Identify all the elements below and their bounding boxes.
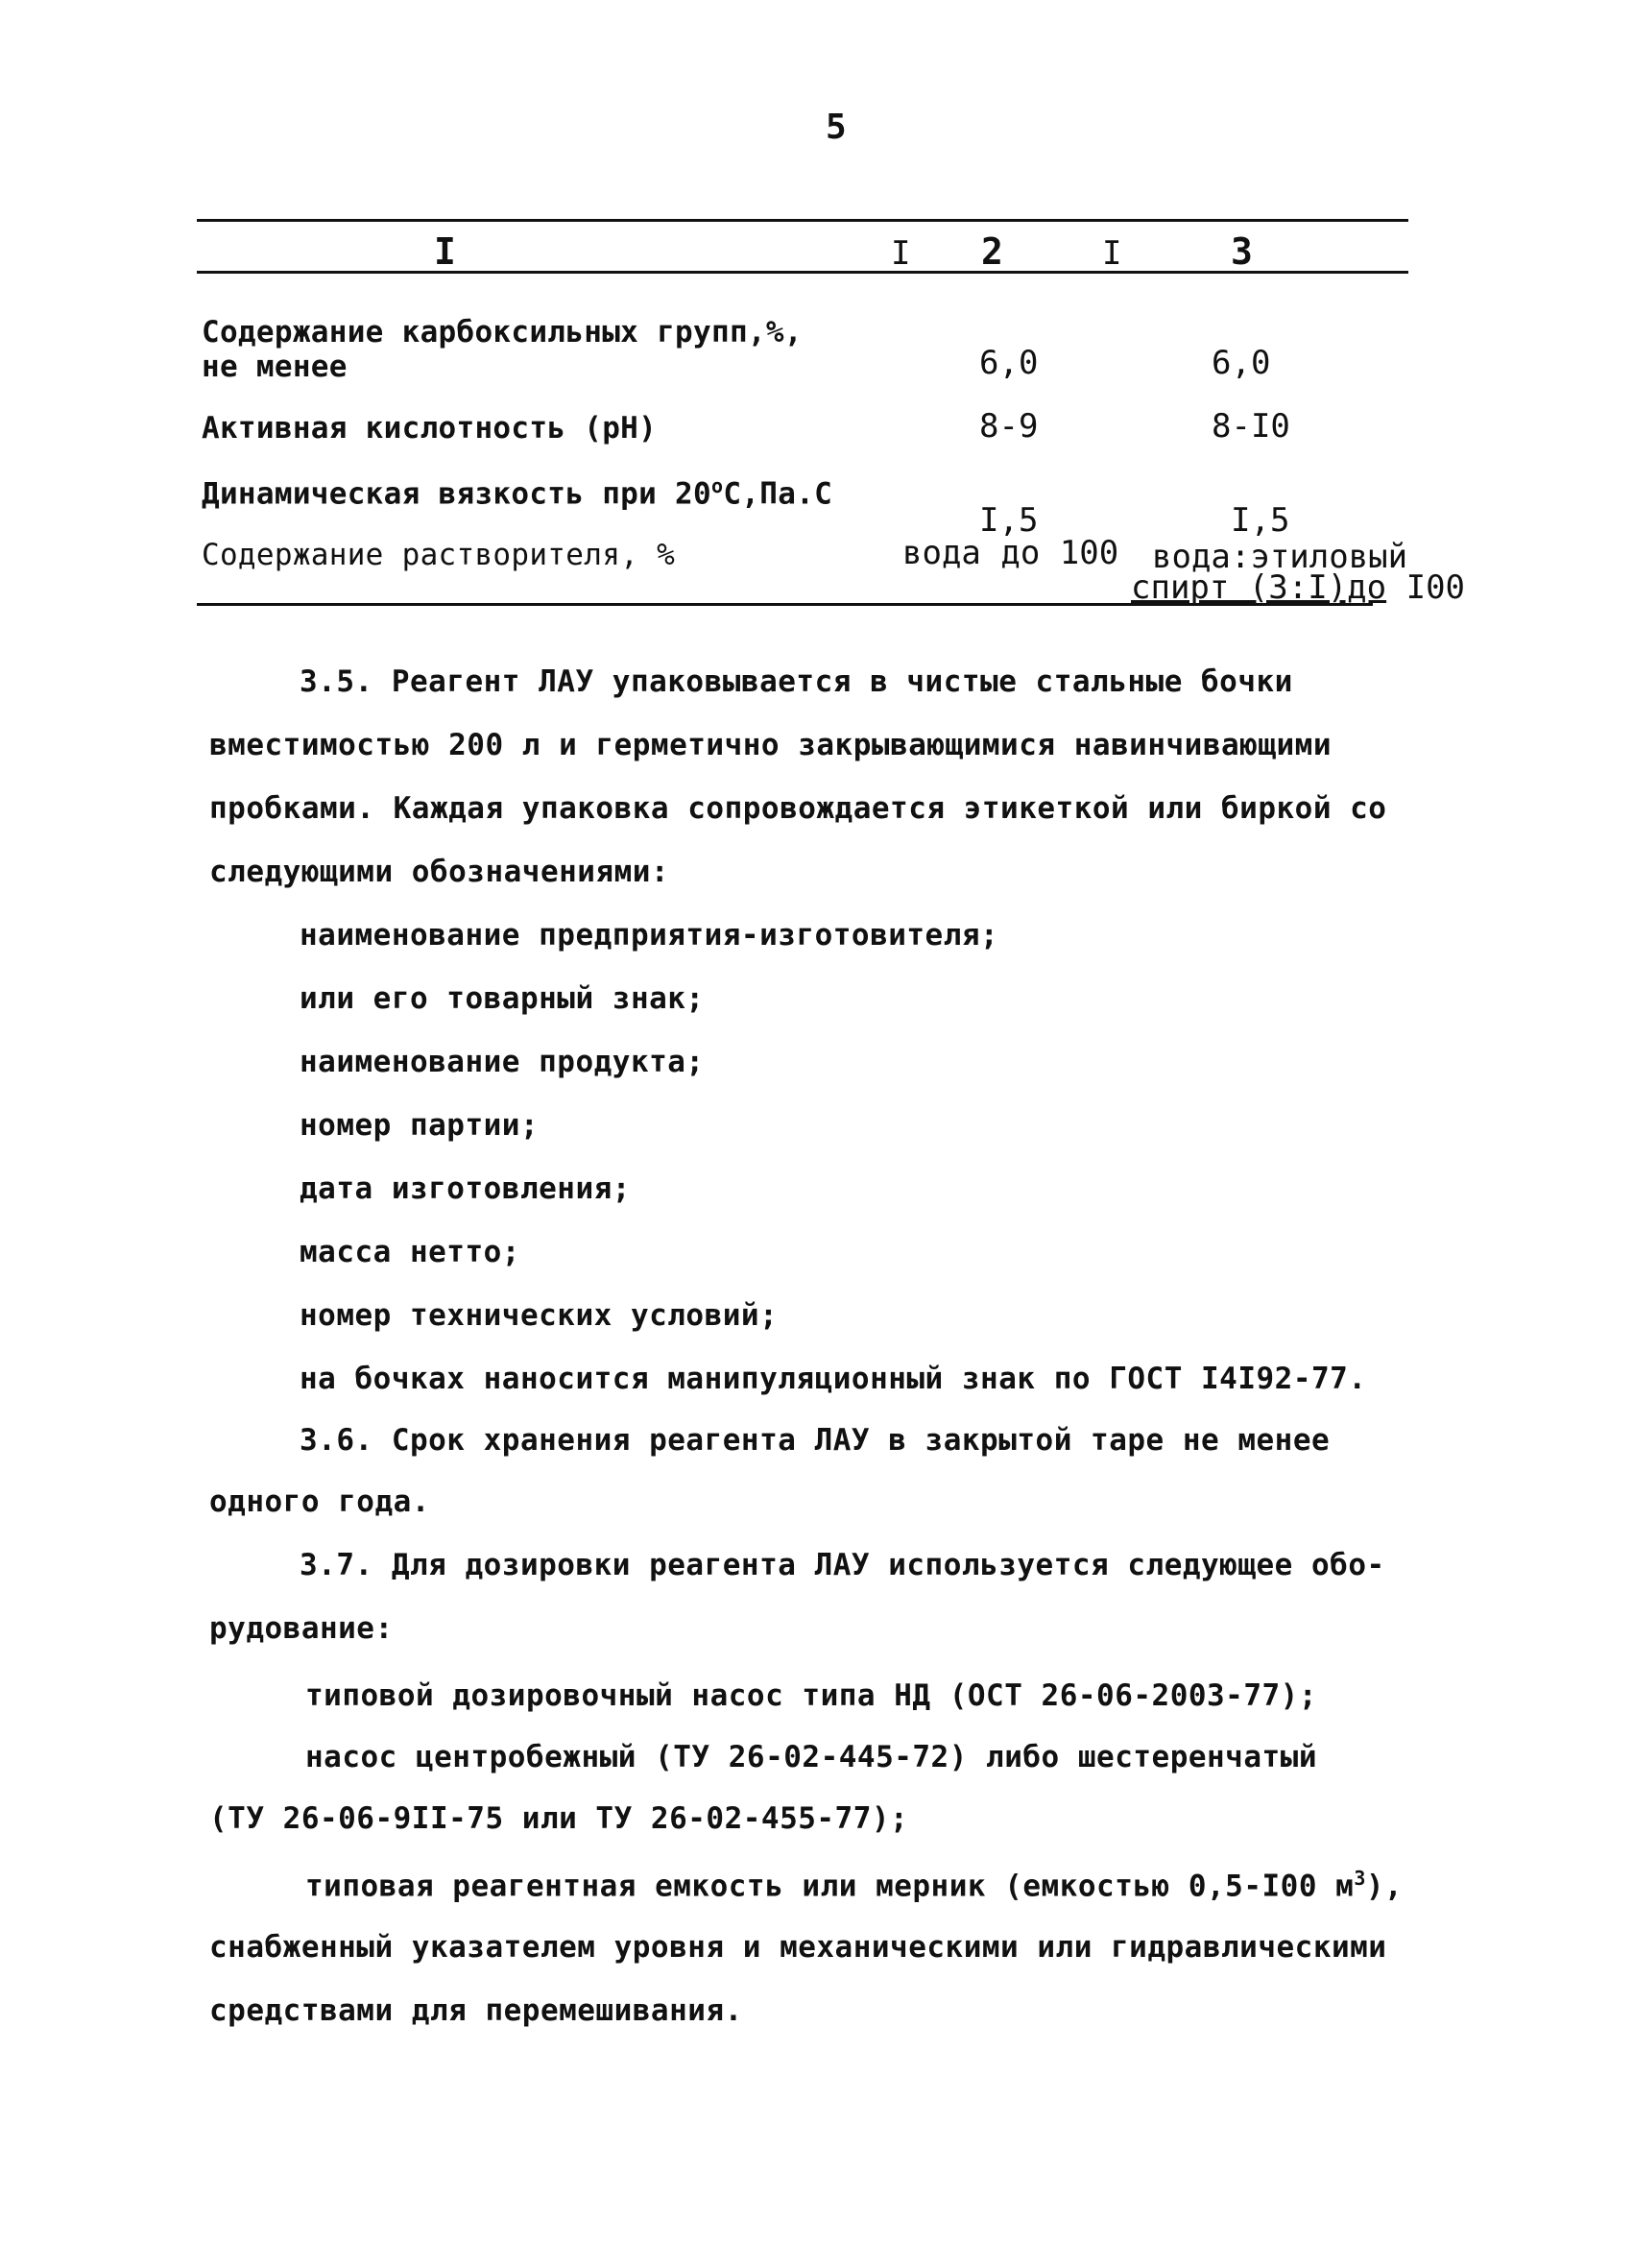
- section-3-5-line: 3.5. Реагент ЛАУ упаковывается в чистые стальные бочки: [300, 664, 1293, 699]
- table-column-separator: I: [891, 234, 911, 273]
- page-number: 5: [826, 108, 847, 147]
- tank-text: типовая реагентная емкость или мерник (емкостью 0,5-I00 м: [305, 1869, 1355, 1904]
- label-list-item: масса нетто;: [300, 1235, 520, 1269]
- table-cell-col3: 8-I0: [1212, 407, 1290, 446]
- label-list-item: номер партии;: [300, 1108, 540, 1143]
- table-cell-col3-cont: [1131, 568, 1465, 607]
- table-row-name: Активная кислотность (pH): [202, 411, 658, 446]
- section-3-7-line: 3.7. Для дозировки реагента ЛАУ используется следующее обо-: [300, 1548, 1385, 1582]
- table-cell-col2: 6,0: [979, 344, 1039, 382]
- section-3-6-line: одного года.: [209, 1484, 430, 1519]
- table-header-col3: 3: [1231, 230, 1253, 273]
- label-list-item: дата изготовления;: [300, 1171, 631, 1206]
- table-cell-col3: 6,0: [1212, 344, 1271, 382]
- table-cell-col2: I,5: [979, 501, 1039, 540]
- section-3-6-line: 3.6. Срок хранения реагента ЛАУ в закрытой таре не менее: [300, 1423, 1331, 1458]
- table-row-name-cont: не менее: [202, 350, 348, 384]
- label-list-item: на бочках наносится манипуляционный знак по ГОСТ I4I92-77.: [300, 1362, 1367, 1396]
- section-3-5-line: пробками. Каждая упаковка сопровождается этикеткой или биркой со: [209, 791, 1387, 826]
- label-list-item: наименование предприятия-изготовителя;: [300, 918, 999, 953]
- equipment-item: типовой дозировочный насос типа НД (ОСТ 26-06-2003-77);: [305, 1678, 1317, 1713]
- table-row-name: Содержание растворителя, %: [202, 538, 676, 572]
- viscosity-label: Динамическая вязкость при 20: [202, 476, 711, 512]
- table-top-rule: [197, 219, 1408, 222]
- viscosity-unit: С,Па.С: [723, 476, 833, 512]
- label-list-item: номер технических условий;: [300, 1298, 779, 1333]
- table-row-name: [202, 474, 832, 511]
- table-header-col1: I: [434, 230, 456, 273]
- label-list-item: или его товарный знак;: [300, 981, 705, 1016]
- table-column-separator: I: [1102, 234, 1122, 273]
- table-header-col2: 2: [981, 230, 1003, 273]
- table-cell-col2: 8-9: [979, 407, 1039, 446]
- cubic-sign: 3: [1354, 1867, 1366, 1890]
- section-3-5-line: вместимостью 200 л и герметично закрывающимися навинчивающими: [209, 728, 1332, 762]
- equipment-item: насос центробежный (ТУ 26-02-445-72) либо шестеренчатый: [305, 1740, 1317, 1774]
- table-cell-col2: вода до 100: [902, 534, 1119, 572]
- equipment-item: [305, 1867, 1403, 1903]
- section-3-5-line: следующими обозначениями:: [209, 855, 670, 889]
- label-list-item: наименование продукта;: [300, 1045, 705, 1079]
- table-row-name: Содержание карбоксильных групп,%,: [202, 315, 803, 350]
- table-cell-col3: I,5: [1231, 501, 1290, 540]
- equipment-item-cont: (ТУ 26-06-9II-75 или ТУ 26-02-455-77);: [209, 1801, 909, 1836]
- equipment-item-cont: средствами для перемешивания.: [209, 1993, 743, 2028]
- table-cell-col3: вода:этиловый: [1152, 538, 1408, 576]
- solvent-ratio: спирт (3:I)до: [1131, 568, 1387, 607]
- section-3-7-line: рудование:: [209, 1611, 394, 1646]
- tank-text-end: ),: [1365, 1869, 1404, 1904]
- table-header-rule: [197, 271, 1408, 274]
- degree-sign: о: [710, 474, 724, 497]
- solvent-amount: I00: [1405, 568, 1466, 607]
- equipment-item-cont: снабженный указателем уровня и механическими или гидравлическими: [209, 1930, 1387, 1965]
